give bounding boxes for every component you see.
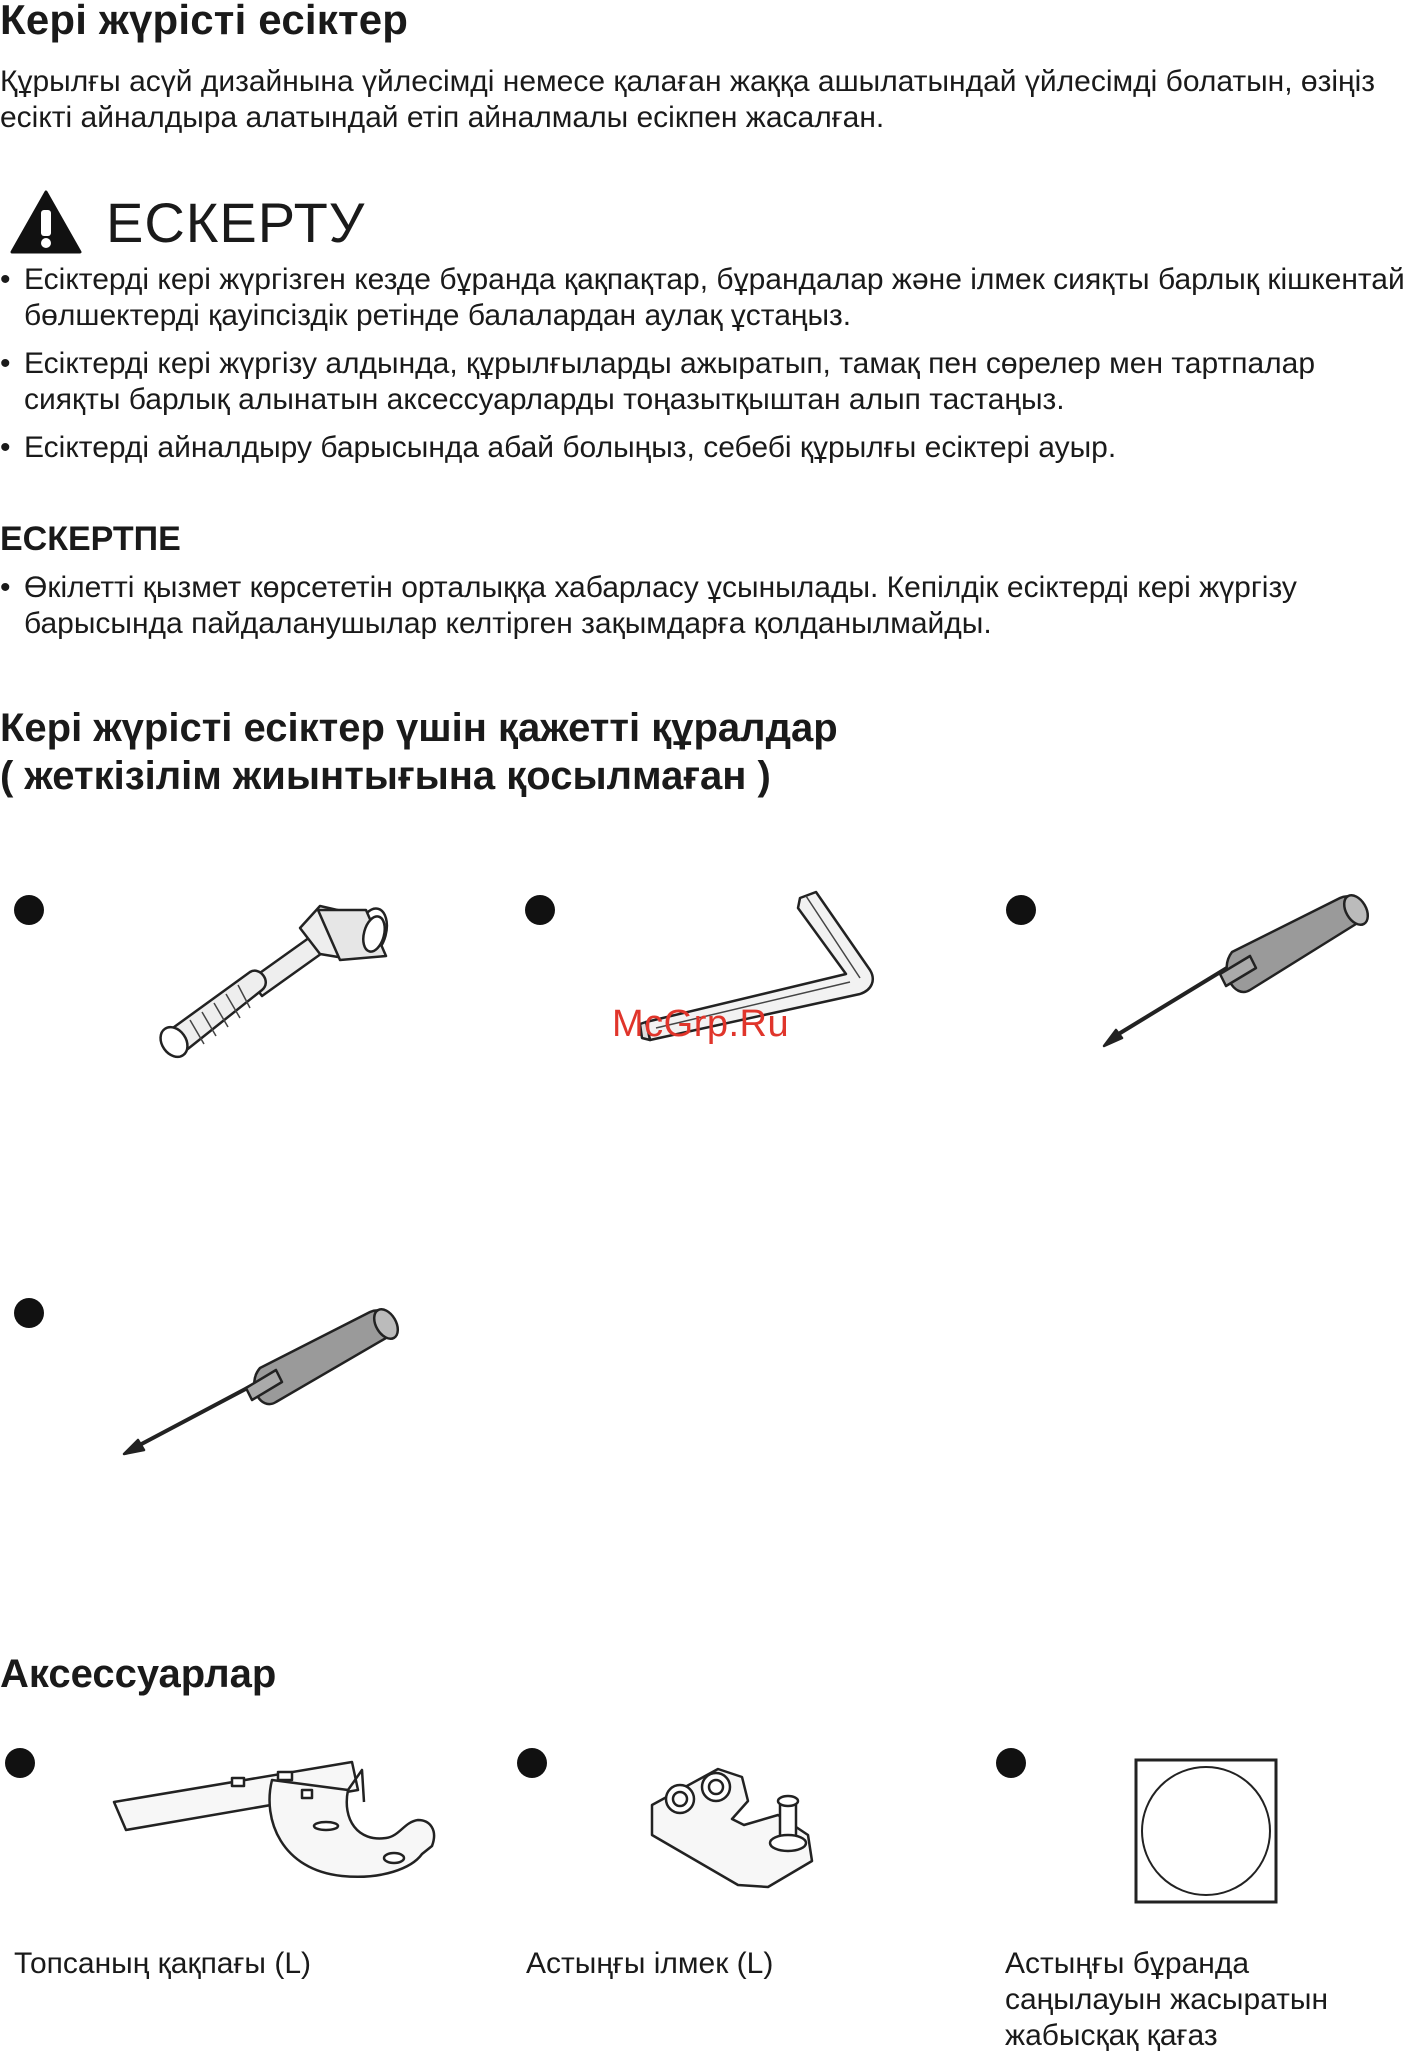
accessory-bullet — [996, 1748, 1026, 1778]
warning-header — [10, 190, 365, 254]
accessory-bullet — [517, 1748, 547, 1778]
bottom-hinge-icon — [648, 1765, 818, 1895]
accessory-label: Астыңғы ілмек (L) — [526, 1947, 774, 1980]
note-item: • Өкілетті қызмет көрсететін орталыққа хабарласу ұсынылады. Кепілдік есіктерді кері жүргізу барысында пайдаланушылар келтірген зақымдарға қолданылмайды. — [0, 570, 1400, 642]
warning-item: • Есіктерді айналдыру барысында абай болыңыз, себебі құрылғы есіктері ауыр. — [0, 430, 1417, 466]
warning-item: • Есіктерді кері жүргізу алдында, құрылғыларды ажыратып, тамақ пен сөрелер мен тартпалар сияқты барлық алынатын аксессуарларды тоңазытқыштан алып тастаңыз. — [0, 346, 1417, 418]
tools-title-line1: Кері жүрісті есіктер үшін қажетті құралдар — [0, 706, 838, 750]
top-cover-icon — [112, 1750, 442, 1890]
warning-triangle-icon — [10, 190, 82, 254]
tool-bullet — [1006, 895, 1036, 925]
tool-bullet — [525, 895, 555, 925]
note-title: ЕСКЕРТПЕ — [0, 520, 181, 558]
warning-title: ЕСКЕРТУ — [106, 190, 366, 254]
accessory-bullet — [5, 1748, 35, 1778]
sticker-icon — [1134, 1758, 1278, 1904]
tool-bullet — [14, 895, 44, 925]
tools-title — [0, 704, 838, 800]
warning-item: • Есіктерді кері жүргізген кезде бұранда қақпақтар, бұрандалар және ілмек сияқты барлық кішкентай бөлшектерді қауіпсіздік ретінде балалардан аулақ ұстаңыз. — [0, 262, 1417, 334]
warning-list — [0, 262, 1417, 478]
socket-wrench-icon — [150, 890, 400, 1060]
watermark-text: McGrp.Ru — [612, 1003, 790, 1045]
phillips-screwdriver-icon — [1100, 890, 1380, 1050]
accessory-label: Астыңғы бұранда саңылауын жасыратын жабысқақ қағаз — [1005, 1947, 1329, 2052]
accessory-label: Топсаның қақпағы (L) — [14, 1947, 311, 1980]
page-title: Кері жүрісті есіктер — [0, 0, 409, 43]
tools-title-line2: ( жеткізілім жиынтығына қосылмаған ) — [0, 754, 771, 798]
accessories-title: Аксессуарлар — [0, 1652, 277, 1696]
intro-paragraph: Құрылғы асүй дизайнына үйлесімді немесе қалаған жаққа ашылатындай үйлесімді болатын, өзіңіз есікті айналдыра алатындай етіп айналмалы есікпен жасалған. — [0, 65, 1376, 134]
flat-screwdriver-icon — [120, 1302, 410, 1462]
note-list — [0, 570, 1400, 654]
tool-bullet — [14, 1298, 44, 1328]
